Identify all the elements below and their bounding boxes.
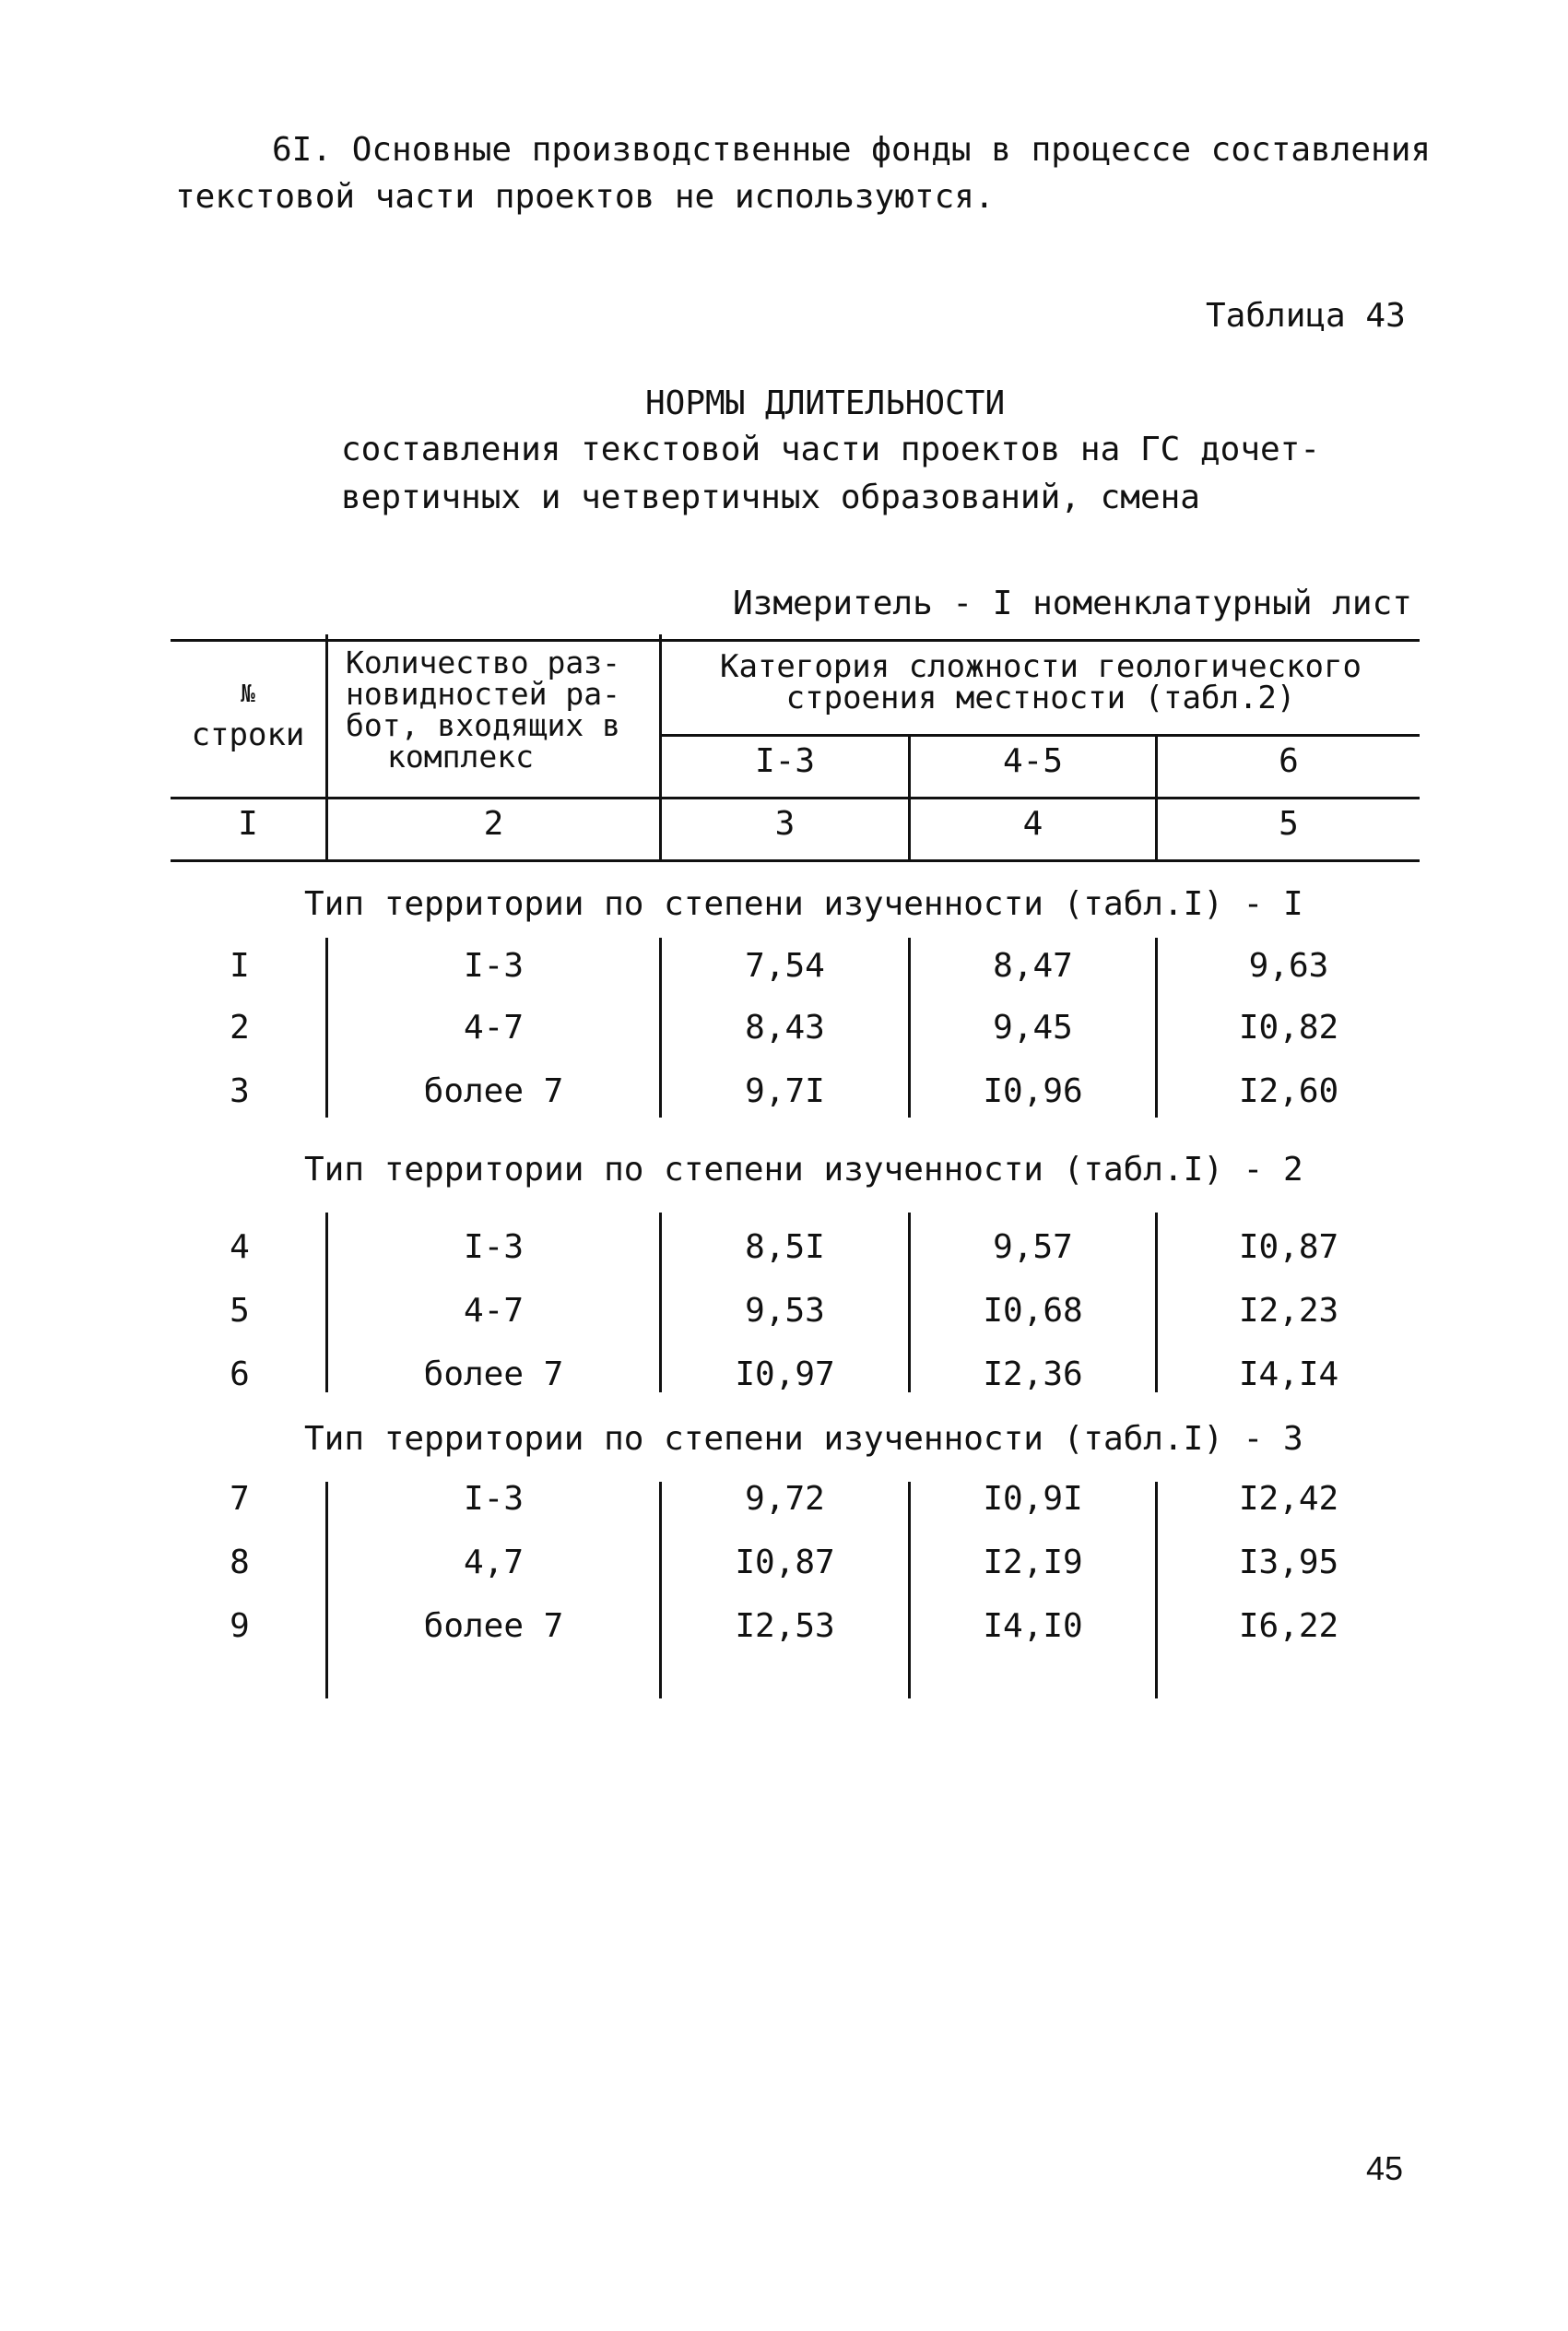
row-value-cat-2: 8,47 <box>993 947 1073 985</box>
column-numbers-rule <box>171 859 1420 862</box>
row-count: 4-7 <box>463 1292 525 1330</box>
row-value-cat-1: 8,5I <box>745 1228 825 1266</box>
column-number-3: 3 <box>774 805 796 843</box>
table-label: Таблица 43 <box>1206 297 1406 335</box>
row-number: 9 <box>230 1607 250 1645</box>
row-number: 7 <box>230 1480 250 1518</box>
row-number: 6 <box>230 1355 250 1393</box>
row-number: 4 <box>230 1228 250 1266</box>
row-value-cat-1: 9,72 <box>745 1480 825 1518</box>
row-value-cat-3: I2,23 <box>1238 1292 1339 1330</box>
header-row-no-symbol: № <box>241 680 255 708</box>
header-bottom-rule <box>171 797 1420 799</box>
row-number: I <box>230 947 250 985</box>
row-count: I-3 <box>463 1228 525 1266</box>
header-category-line-1: Категория сложности геологического <box>720 648 1362 685</box>
intro-line-2: текстовой части проектов не используются. <box>175 178 995 216</box>
section-title: Тип территории по степени изученности (табл.I) - 2 <box>304 1151 1303 1189</box>
header-count-line-1: Количество раз- <box>346 645 621 680</box>
row-value-cat-3: I2,60 <box>1238 1072 1339 1110</box>
section-title: Тип территории по степени изученности (табл.I) - 3 <box>304 1420 1303 1458</box>
row-value-cat-1: 9,53 <box>745 1292 825 1330</box>
row-number: 2 <box>230 1009 250 1047</box>
header-category-line-2: строения местности (табл.2) <box>785 680 1296 716</box>
row-value-cat-3: I0,87 <box>1238 1228 1339 1266</box>
row-value-cat-2: I0,9I <box>983 1480 1083 1518</box>
row-value-cat-3: I2,42 <box>1238 1480 1339 1518</box>
header-count-line-4: комплекс <box>387 739 534 775</box>
table-top-rule <box>171 639 1420 642</box>
row-value-cat-2: I2,36 <box>983 1355 1083 1393</box>
row-number: 8 <box>230 1544 250 1581</box>
row-value-cat-1: I0,97 <box>735 1355 835 1393</box>
column-number-1: I <box>238 805 258 843</box>
row-count: I-3 <box>463 1480 525 1518</box>
row-number: 3 <box>230 1072 250 1110</box>
row-value-cat-3: I3,95 <box>1238 1544 1339 1581</box>
row-count: более 7 <box>423 1072 564 1110</box>
row-value-cat-2: 9,57 <box>993 1228 1073 1266</box>
row-value-cat-1: I0,87 <box>735 1544 835 1581</box>
row-value-cat-3: 9,63 <box>1248 947 1329 985</box>
row-value-cat-2: I4,I0 <box>983 1607 1083 1645</box>
row-value-cat-2: I0,68 <box>983 1292 1083 1330</box>
header-subcol-1: I-3 <box>754 742 816 780</box>
row-value-cat-2: I0,96 <box>983 1072 1083 1110</box>
row-count: 4-7 <box>463 1009 525 1047</box>
row-value-cat-2: I2,I9 <box>983 1544 1083 1581</box>
row-value-cat-1: 8,43 <box>745 1009 825 1047</box>
measure-unit: Измеритель - I номенклатурный лист <box>733 585 1412 622</box>
intro-line-1: 6I. Основные производственные фонды в процессе составления <box>272 131 1432 169</box>
header-subcol-2: 4-5 <box>1002 742 1064 780</box>
section-title: Тип территории по степени изученности (табл.I) - I <box>304 885 1303 923</box>
header-count-line-3: бот, входящих в <box>346 707 621 743</box>
row-value-cat-1: 9,7I <box>745 1072 825 1110</box>
column-number-5: 5 <box>1279 805 1299 843</box>
row-count: I-3 <box>463 947 525 985</box>
header-row-no: строки <box>191 716 305 753</box>
page-number: 45 <box>1366 2149 1404 2187</box>
table-title: НОРМЫ ДЛИТЕЛЬНОСТИ <box>645 385 1006 422</box>
row-value-cat-3: I4,I4 <box>1238 1355 1339 1393</box>
row-value-cat-1: I2,53 <box>735 1607 835 1645</box>
row-count: более 7 <box>423 1607 564 1645</box>
row-count: 4,7 <box>463 1544 525 1581</box>
column-number-2: 2 <box>483 805 504 843</box>
column-number-4: 4 <box>1022 805 1043 843</box>
row-value-cat-3: I6,22 <box>1238 1607 1339 1645</box>
header-subcol-3: 6 <box>1279 742 1299 780</box>
table-subtitle-line-1: составления текстовой части проектов на ГС дочет- <box>341 431 1321 468</box>
row-value-cat-3: I0,82 <box>1238 1009 1339 1047</box>
category-split-rule <box>659 734 1420 737</box>
header-count-line-2: новидностей ра- <box>346 676 621 712</box>
row-number: 5 <box>230 1292 250 1330</box>
table-subtitle-line-2: вертичных и четвертичных образований, смена <box>341 479 1200 516</box>
row-value-cat-2: 9,45 <box>993 1009 1073 1047</box>
row-value-cat-1: 7,54 <box>745 947 825 985</box>
row-count: более 7 <box>423 1355 564 1393</box>
